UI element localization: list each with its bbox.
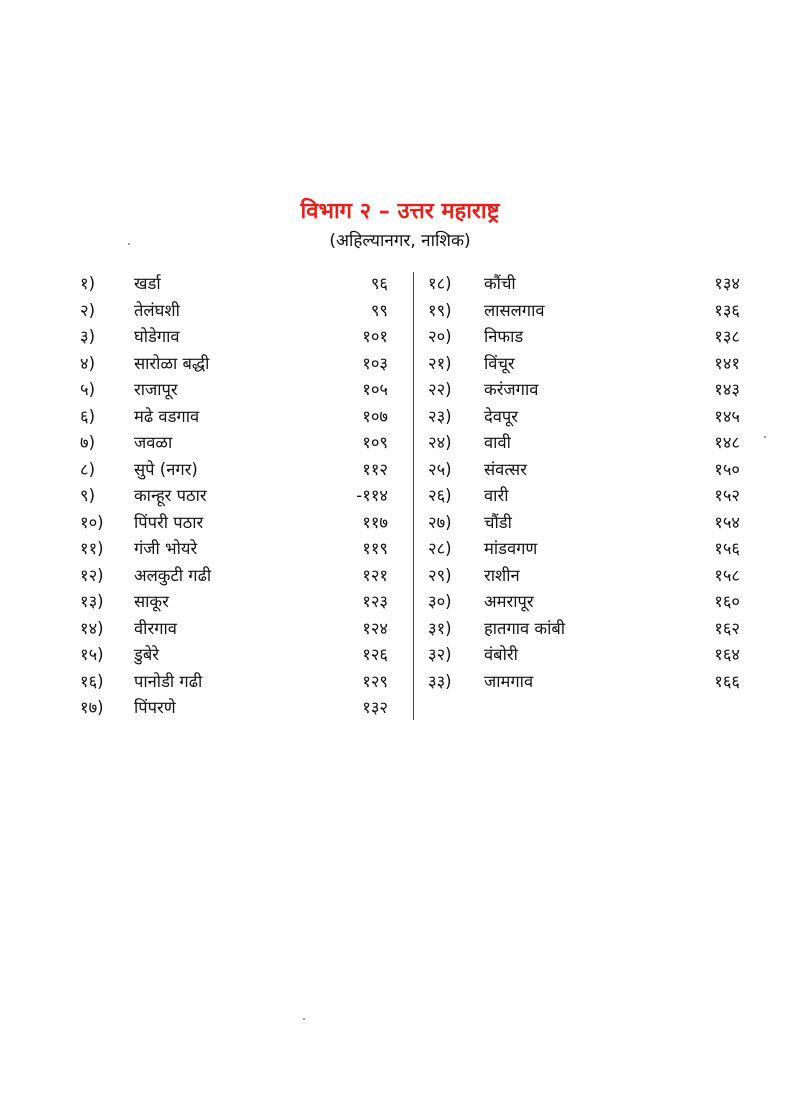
- toc-entry: [80, 536, 388, 563]
- page-number: १४१: [714, 353, 740, 373]
- entry-number: ३०): [428, 592, 452, 611]
- page-number: १६०: [714, 592, 740, 611]
- toc-entry: [80, 324, 388, 351]
- toc-entry: [80, 404, 388, 431]
- entry-number: २१): [428, 353, 452, 373]
- village-name: लासलगाव: [484, 300, 545, 320]
- village-name: राजापूर: [134, 380, 178, 399]
- entry-number: ५): [80, 380, 96, 399]
- page-number: -११४: [356, 486, 388, 505]
- page-number: १२६: [362, 645, 388, 664]
- toc-entry: [428, 351, 740, 378]
- village-name: अलकुटी गढी: [134, 565, 212, 585]
- toc-entry: [428, 616, 740, 643]
- page-number: ११९: [362, 539, 388, 558]
- village-name: गंजी भोयरे: [134, 539, 198, 558]
- toc-entry: [428, 430, 740, 457]
- page-number: १३८: [714, 327, 740, 346]
- toc-entry: [80, 430, 388, 457]
- village-name: घोडेगाव: [134, 327, 180, 346]
- toc-entry: [80, 351, 388, 378]
- village-name: वंबोरी: [484, 645, 518, 664]
- toc-entry: [80, 483, 388, 510]
- page-number: १२४: [362, 618, 388, 638]
- section-subtitle: (अहिल्यानगर, नाशिक): [329, 231, 471, 251]
- village-name: कौंची: [484, 274, 516, 293]
- village-name: अमरापूर: [484, 592, 534, 611]
- entry-number: २२): [428, 380, 452, 399]
- page-number: ९६: [370, 274, 388, 293]
- page-number: १५४: [714, 512, 740, 532]
- scan-speck: [128, 243, 130, 245]
- page-number: १२१: [362, 565, 388, 585]
- entry-number: १८): [428, 274, 452, 293]
- village-name: राशीन: [484, 565, 520, 585]
- entry-number: ७): [80, 433, 96, 452]
- entry-number: १६): [80, 671, 104, 691]
- village-name: जवळा: [134, 433, 173, 452]
- entry-number: १०): [80, 512, 104, 532]
- page-number: १३२: [362, 698, 388, 717]
- page-number: १६४: [714, 645, 740, 664]
- village-name: खर्डा: [134, 274, 161, 293]
- village-name: हातगाव कांबी: [484, 618, 566, 638]
- entry-number: २०): [428, 327, 452, 346]
- village-name: संवत्सर: [484, 459, 527, 479]
- village-name: करंजगाव: [484, 380, 539, 399]
- entry-number: १४): [80, 618, 104, 638]
- page-number: १३६: [714, 300, 740, 320]
- page-number: ९९: [370, 300, 388, 320]
- page-number: १५८: [714, 565, 740, 585]
- page-number: १५६: [714, 539, 740, 558]
- page-number: १०५: [362, 380, 388, 399]
- entry-number: ११): [80, 539, 104, 558]
- toc-entry: [428, 536, 740, 563]
- toc-entry: [80, 298, 388, 325]
- entry-number: ३): [80, 327, 96, 346]
- village-name: मांडवगण: [484, 539, 538, 558]
- page-number: ११२: [362, 459, 388, 479]
- entry-number: २७): [428, 512, 452, 532]
- page-number: १४३: [714, 380, 740, 399]
- toc-entry: [428, 669, 740, 696]
- section-title: विभाग २ – उत्तर महाराष्ट्र: [300, 199, 500, 224]
- page-number: १२९: [362, 671, 388, 691]
- toc-entry: [428, 563, 740, 590]
- page-number: १५०: [714, 459, 740, 479]
- toc-entry: [80, 271, 388, 298]
- page-number: १०३: [362, 353, 388, 373]
- village-name: पिंपरी पठार: [134, 512, 204, 532]
- village-name: पिंपरणे: [134, 698, 176, 717]
- toc-entry: [428, 271, 740, 298]
- entry-number: २५): [428, 459, 452, 479]
- page-number: १४८: [714, 433, 740, 452]
- toc-right-column: [428, 271, 740, 695]
- toc-entry: [80, 457, 388, 484]
- page-number: १२३: [362, 592, 388, 611]
- village-name: साकूर: [134, 592, 169, 611]
- entry-number: १९): [428, 300, 452, 320]
- entry-number: १५): [80, 645, 104, 664]
- village-name: विंचूर: [484, 353, 515, 373]
- toc-entry: [428, 324, 740, 351]
- village-name: सुपे (नगर): [134, 459, 198, 479]
- toc-entry: [428, 483, 740, 510]
- entry-number: १३): [80, 592, 104, 611]
- entry-number: १२): [80, 565, 104, 585]
- village-name: मढे वडगाव: [134, 406, 200, 426]
- toc-entry: [80, 642, 388, 669]
- village-name: वारी: [484, 486, 509, 505]
- toc-entry: [428, 457, 740, 484]
- village-name: देवपूर: [484, 406, 519, 426]
- page-number: १५२: [714, 486, 740, 505]
- toc-entry: [80, 695, 388, 722]
- entry-number: २४): [428, 433, 452, 452]
- entry-number: ४): [80, 353, 96, 373]
- village-name: चौंडी: [484, 512, 512, 532]
- village-name: पानोडी गढी: [134, 671, 203, 691]
- toc-entry: [80, 669, 388, 696]
- village-name: सारोळा बद्धी: [134, 353, 210, 373]
- scan-speck: [764, 436, 766, 438]
- village-name: कान्हूर पठार: [134, 486, 207, 505]
- village-name: वीरगाव: [134, 618, 177, 638]
- toc-entry: [428, 404, 740, 431]
- toc-entry: [428, 377, 740, 404]
- entry-number: २): [80, 300, 96, 320]
- toc-entry: [428, 510, 740, 537]
- toc-entry: [80, 589, 388, 616]
- village-name: डुबेरे: [134, 645, 159, 664]
- village-name: निफाड: [484, 327, 524, 346]
- page-number: १६६: [714, 671, 740, 691]
- entry-number: २९): [428, 565, 452, 585]
- toc-entry: [80, 377, 388, 404]
- entry-number: ३३): [428, 671, 452, 691]
- page-number: १०७: [362, 406, 388, 426]
- entry-number: २६): [428, 486, 452, 505]
- toc-entry: [80, 616, 388, 643]
- page-number: १६२: [714, 618, 740, 638]
- toc-entry: [428, 298, 740, 325]
- entry-number: ३१): [428, 618, 452, 638]
- entry-number: २८): [428, 539, 452, 558]
- toc-entry: [80, 510, 388, 537]
- entry-number: ६): [80, 406, 96, 426]
- page-number: १३४: [714, 274, 740, 293]
- village-name: वावी: [484, 433, 511, 452]
- entry-number: १): [80, 274, 96, 293]
- scan-speck: [303, 1018, 305, 1020]
- entry-number: ९): [80, 486, 96, 505]
- toc-entry: [80, 563, 388, 590]
- toc-entry: [428, 642, 740, 669]
- toc-entry: [428, 589, 740, 616]
- page-number: १०९: [362, 433, 388, 452]
- toc-left-column: [80, 271, 388, 722]
- page-number: १४५: [714, 406, 740, 426]
- entry-number: २३): [428, 406, 452, 426]
- column-divider: [413, 272, 414, 720]
- village-name: तेलंघशी: [134, 300, 180, 320]
- entry-number: ३२): [428, 645, 452, 664]
- entry-number: ८): [80, 459, 96, 479]
- page-number: ११७: [362, 512, 388, 532]
- page-number: १०१: [362, 327, 388, 346]
- entry-number: १७): [80, 698, 104, 717]
- village-name: जामगाव: [484, 671, 534, 691]
